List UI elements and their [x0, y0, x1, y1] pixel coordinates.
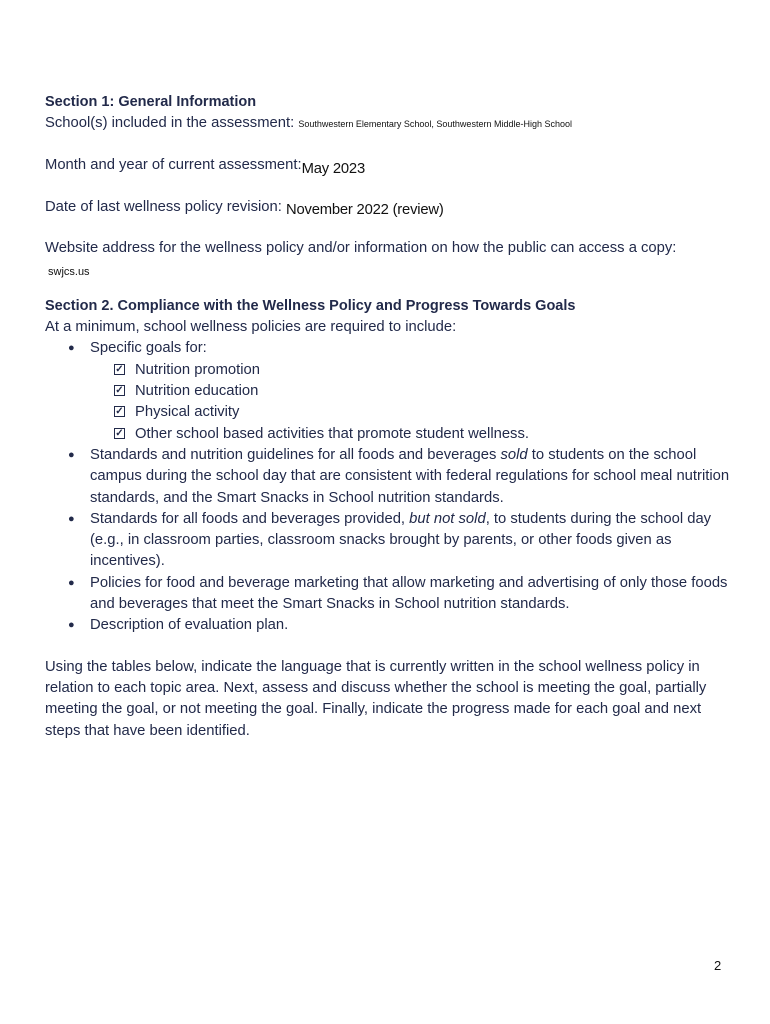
bullet-icon: ●: [68, 342, 75, 355]
revision-label: Date of last wellness policy revision:: [45, 198, 282, 215]
section2-heading: Section 2. Compliance with the Wellness Policy and Progress Towards Goals: [45, 298, 576, 315]
checklist-item: ✓ Nutrition education: [115, 383, 259, 400]
website-label: Website address for the wellness policy and/or information on how the public can access a copy:: [45, 239, 677, 256]
checklist-item: ✓ Nutrition promotion: [115, 361, 261, 378]
bullet-icon: ●: [68, 619, 75, 632]
bullet-icon: ●: [68, 576, 75, 589]
list-item: ● Standards for all foods and beverages provided, but not sold, to students during the school day (e.g., in classroom parties, classroom snacks brought by parents, or other foods given as incentives).: [68, 510, 712, 570]
website-value[interactable]: swjcs.us: [48, 266, 90, 279]
month-value[interactable]: May 2023: [301, 161, 365, 178]
revision-row: [45, 197, 735, 218]
schools-row: [45, 113, 735, 135]
list-item: ● Policies for food and beverage marketing that allow marketing and advertising of only those foods and beverages that meet the Smart Snacks in School nutrition standards.: [68, 574, 728, 613]
checklist-item: ✓ Other school based activities that promote student wellness.: [115, 425, 529, 442]
checkbox-checked-icon[interactable]: ✓: [115, 406, 124, 418]
schools-value[interactable]: Southwestern Elementary School, Southwestern Middle-High School: [298, 119, 572, 129]
month-row: [45, 155, 735, 176]
bullet-icon: ●: [68, 512, 75, 525]
checkbox-checked-icon[interactable]: ✓: [115, 427, 124, 439]
checklist-item: ✓ Physical activity: [115, 404, 240, 421]
list-item: ● Description of evaluation plan.: [45, 615, 735, 636]
list-item: ● Specific goals for: ✓ Nutrition promotion ✓ Nutrition education ✓ Physical activity ✓ Other school based activities that promote student wellness.: [45, 338, 735, 444]
section1-heading: Section 1: General Information: [45, 94, 257, 110]
list-item: ● Standards and nutrition guidelines for all foods and beverages sold to students on the school campus during the school day that are consistent with federal regulations for school meal nutrition standards, and the Smart Snacks in School nutrition standards.: [68, 446, 730, 506]
document-page: [45, 92, 735, 742]
page-number: 2: [714, 958, 722, 973]
checkbox-checked-icon[interactable]: ✓: [115, 385, 124, 397]
goals-checklist: [90, 360, 735, 445]
checkbox-checked-icon[interactable]: ✓: [115, 363, 124, 375]
section2-intro: At a minimum, school wellness policies are required to include:: [45, 319, 457, 336]
revision-value[interactable]: November 2022 (review): [285, 201, 444, 218]
requirements-list: [45, 338, 735, 636]
month-label: Month and year of current assessment:: [45, 157, 302, 174]
schools-label: School(s) included in the assessment:: [45, 115, 295, 131]
closing-paragraph: Using the tables below, indicate the language that is currently written in the school wellness policy in relation to each topic area. Next, assess and discuss whether the school is meeting the goal, partially meeting the goal, or not meeting the goal. Finally, indicate the progress made for each goal and next steps that have been identified.: [45, 658, 707, 739]
bullet-icon: ●: [68, 448, 75, 461]
